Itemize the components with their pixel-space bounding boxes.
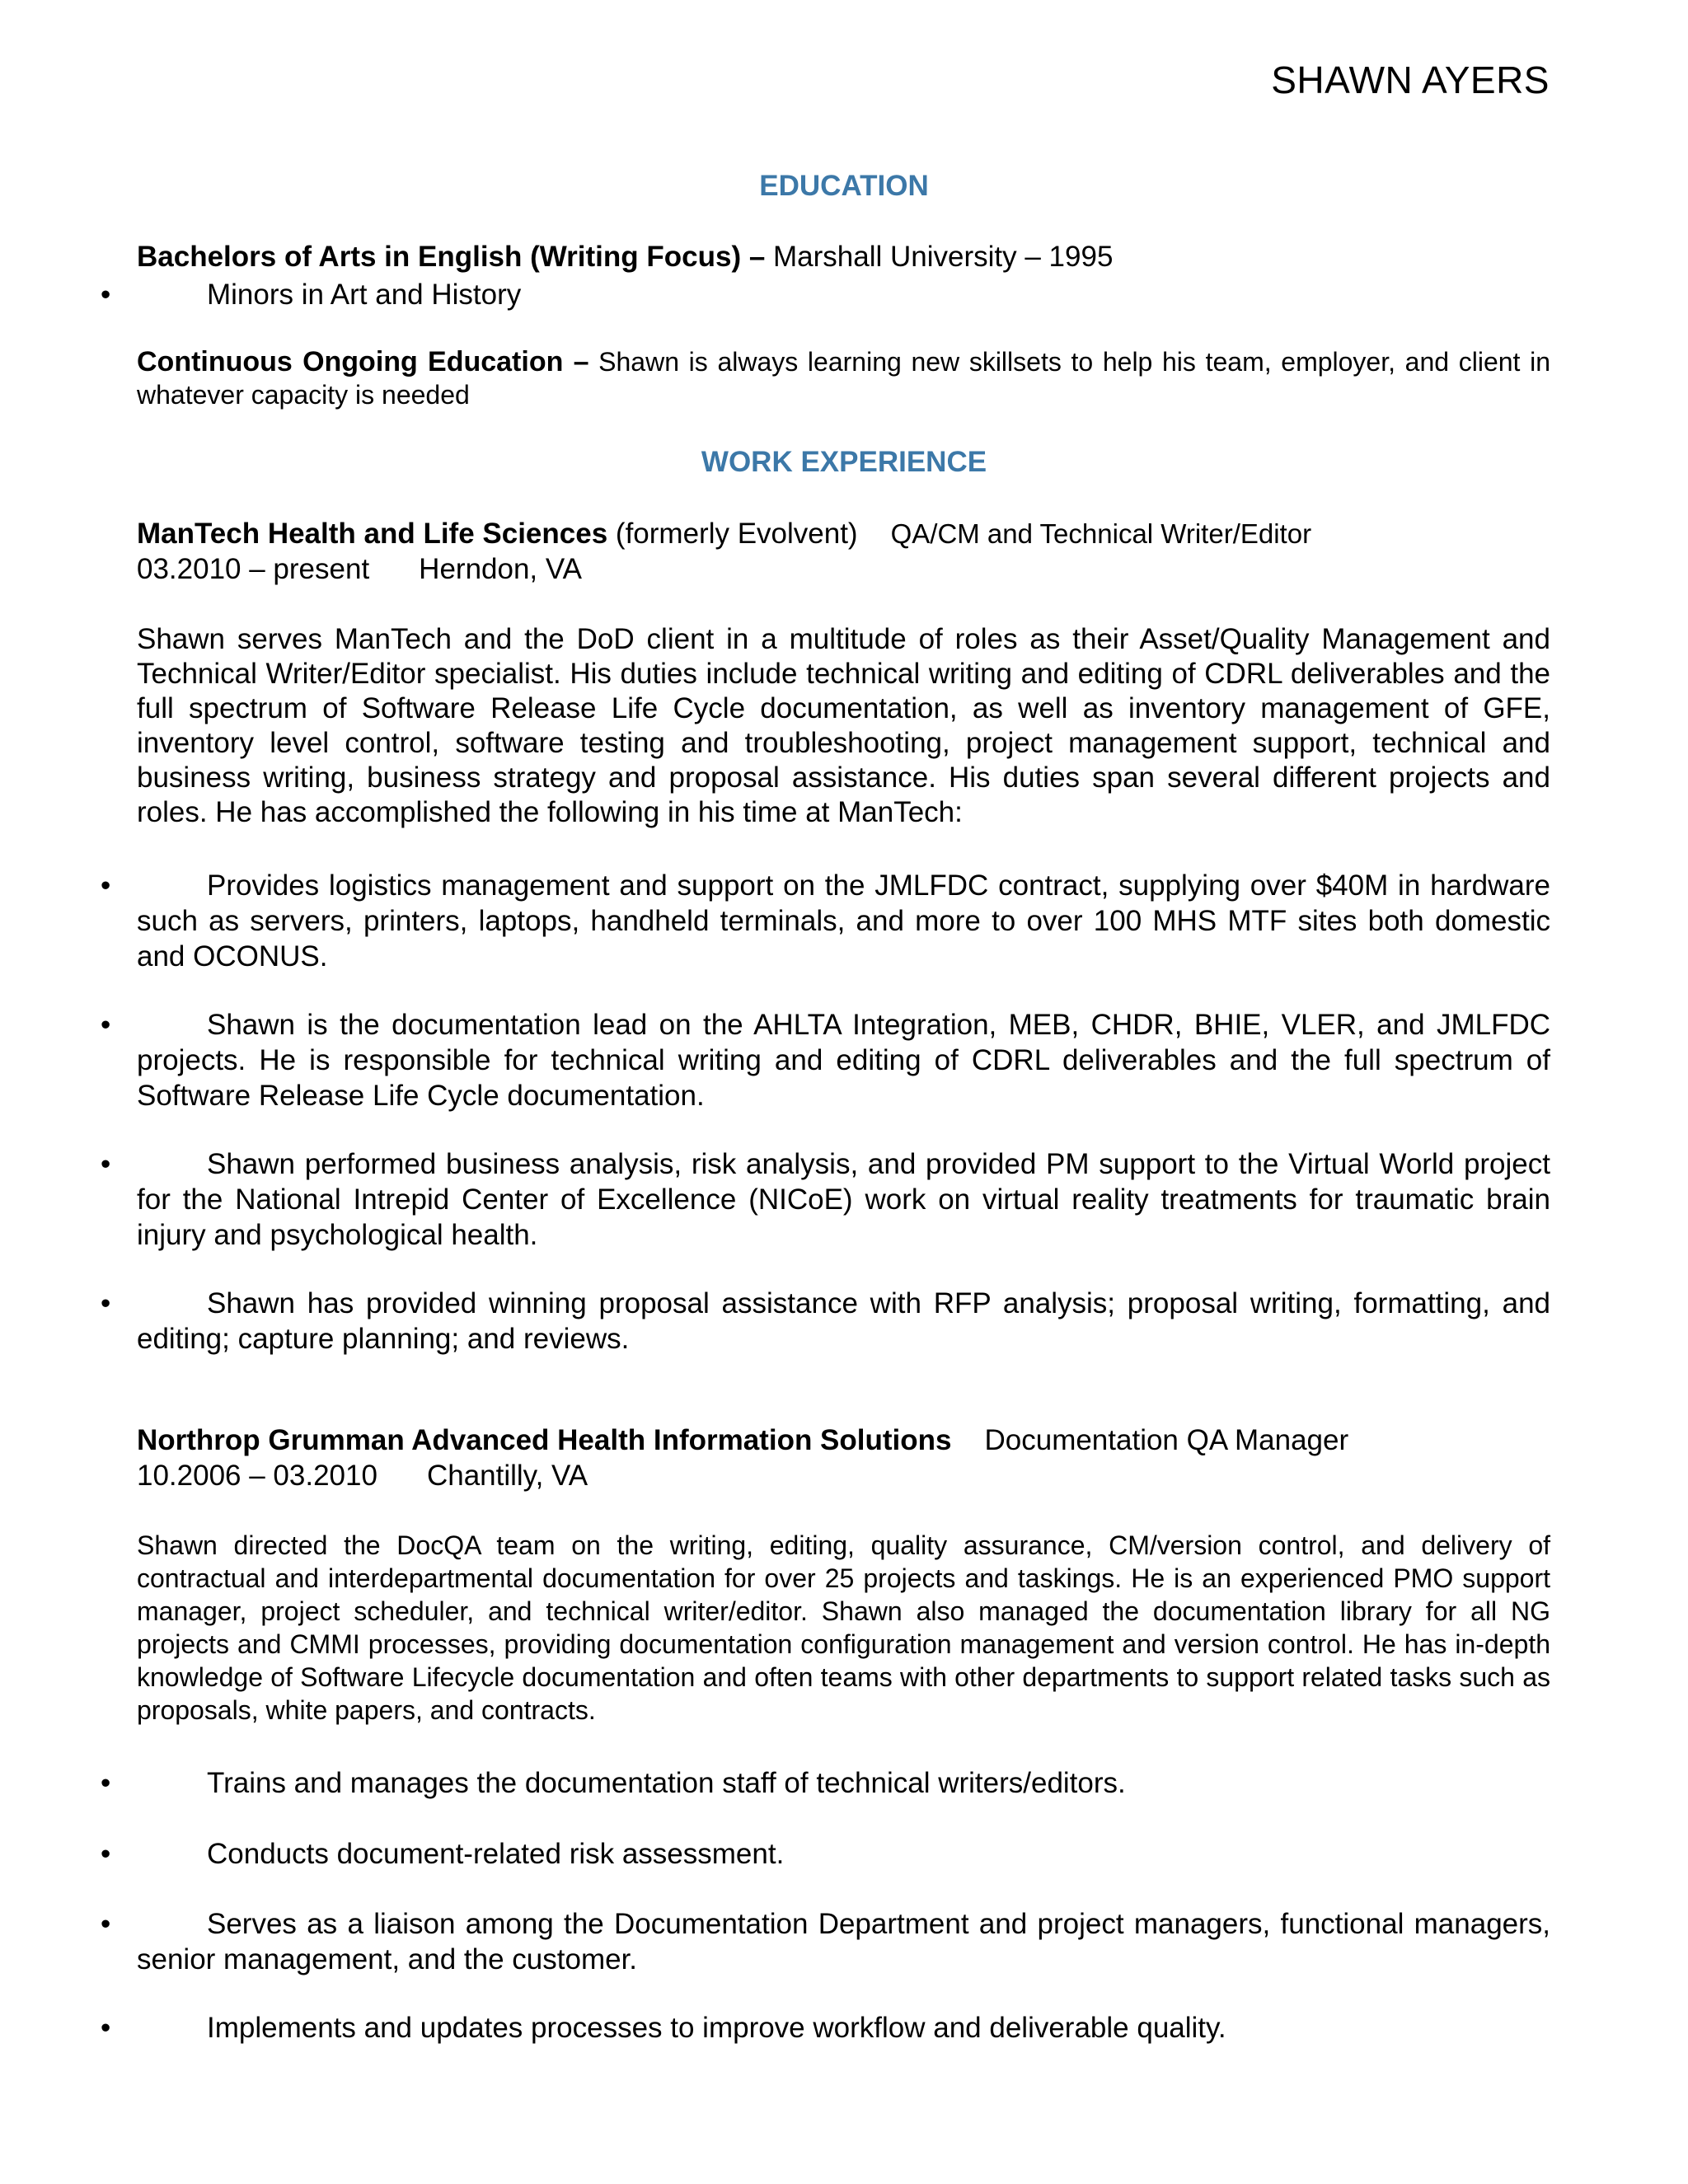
degree-school: Marshall University – 1995 bbox=[765, 241, 1114, 273]
continuous-title: Continuous Ongoing Education – bbox=[137, 346, 589, 377]
company-name: Northrop Grumman Advanced Health Information Solutions bbox=[137, 1424, 952, 1456]
bullet-icon: • bbox=[101, 869, 111, 902]
list-item bbox=[101, 868, 1550, 974]
list-item bbox=[101, 277, 1550, 312]
list-item bbox=[101, 1765, 1550, 1801]
job-dates: 10.2006 – 03.2010 bbox=[137, 1460, 377, 1492]
minors-text: Minors in Art and History bbox=[207, 279, 522, 311]
job-title: Documentation QA Manager bbox=[984, 1424, 1349, 1456]
bullet-text: Trains and manages the documentation staff of technical writers/editors. bbox=[207, 1767, 1126, 1799]
list-item bbox=[101, 1286, 1550, 1357]
bullet-text: Serves as a liaison among the Documentation Department and project managers, functional managers, senior management, and the customer. bbox=[137, 1908, 1550, 1975]
bullet-text: Shawn has provided winning proposal assistance with RFP analysis; proposal writing, formatting, and editing; capture planning; and reviews. bbox=[137, 1287, 1550, 1355]
education-heading: EDUCATION bbox=[759, 170, 929, 202]
job-header-northrop bbox=[137, 1423, 1550, 1458]
bullet-icon: • bbox=[101, 1009, 111, 1041]
bullet-icon: • bbox=[101, 1767, 111, 1799]
degree-title: Bachelors of Arts in English (Writing Focus) – bbox=[137, 241, 766, 273]
list-item bbox=[101, 1146, 1550, 1253]
bullet-icon: • bbox=[101, 1148, 111, 1180]
job-header-mantech bbox=[137, 517, 1550, 551]
job-location: Herndon, VA bbox=[419, 553, 582, 585]
list-item bbox=[101, 1007, 1550, 1113]
bullet-icon: • bbox=[101, 2012, 111, 2044]
bullet-icon: • bbox=[101, 1838, 111, 1870]
job-meta-northrop bbox=[137, 1459, 1550, 1493]
list-item bbox=[101, 1836, 1550, 1872]
company-note: (formerly Evolvent) bbox=[607, 518, 858, 550]
job-title: QA/CM and Technical Writer/Editor bbox=[890, 518, 1312, 549]
bullet-icon: • bbox=[101, 1287, 111, 1319]
bullet-text: Provides logistics management and support on the JMLFDC contract, supplying over $40M in hardware such as servers, printers, laptops, handheld terminals, and more to over 100 MHS MTF sites both domestic and OCONUS. bbox=[137, 869, 1550, 972]
list-item bbox=[101, 1906, 1550, 1977]
list-item bbox=[101, 2010, 1550, 2046]
job-dates: 03.2010 – present bbox=[137, 553, 370, 585]
bullet-text: Conducts document-related risk assessment. bbox=[207, 1838, 785, 1870]
job-summary-northrop: Shawn directed the DocQA team on the writing, editing, quality assurance, CM/version control, and delivery of contractual and interdepartmental documentation for over 25 projects and taskings. He is an experienced PMO support manager, project scheduler, and technical writer/editor. Shawn also managed the documentation library for all NG projects and CMMI processes, providing documentation configuration management and version control. He has in-depth knowledge of Software Lifecycle documentation and often teams with other departments to support related tasks such as proposals, white papers, and contracts. bbox=[137, 1530, 1550, 1725]
bullet-text: Shawn performed business analysis, risk analysis, and provided PM support to the Virtual World project for the National Intrepid Center of Excellence (NICoE) work on virtual reality treatments for traumatic brain injury and psychological health. bbox=[137, 1148, 1550, 1251]
bullet-icon: • bbox=[101, 1908, 111, 1940]
candidate-name: SHAWN AYERS bbox=[1271, 59, 1550, 101]
bullet-text: Implements and updates processes to improve workflow and deliverable quality. bbox=[207, 2012, 1226, 2044]
degree-line bbox=[137, 240, 1550, 274]
bullet-text: Shawn is the documentation lead on the AHLTA Integration, MEB, CHDR, BHIE, VLER, and JMLFDC projects. He is responsible for technical writing and editing of CDRL deliverables and the full spectrum of Software Release Life Cycle documentation. bbox=[137, 1009, 1550, 1112]
company-name: ManTech Health and Life Sciences bbox=[137, 518, 608, 550]
work-experience-heading: WORK EXPERIENCE bbox=[701, 446, 987, 478]
job-meta-mantech bbox=[137, 552, 1550, 587]
continuous-text: Shawn is always learning new skillsets to help his team, employer, and client in whatever capacity is needed bbox=[137, 347, 1551, 410]
continuous-education bbox=[137, 345, 1550, 411]
job-summary-mantech: Shawn serves ManTech and the DoD client in a multitude of roles as their Asset/Quality Management and Technical Writer/Editor specialist. His duties include technical writing and editing of CDRL deliverables and the full spectrum of Software Release Life Cycle documentation, as well as inventory management of GFE, inventory level control, software testing and troubleshooting, project management support, technical and business writing, business strategy and proposal assistance. His duties span several different projects and roles. He has accomplished the following in his time at ManTech: bbox=[137, 623, 1550, 828]
job-location: Chantilly, VA bbox=[426, 1460, 588, 1492]
bullet-icon: • bbox=[101, 279, 111, 311]
